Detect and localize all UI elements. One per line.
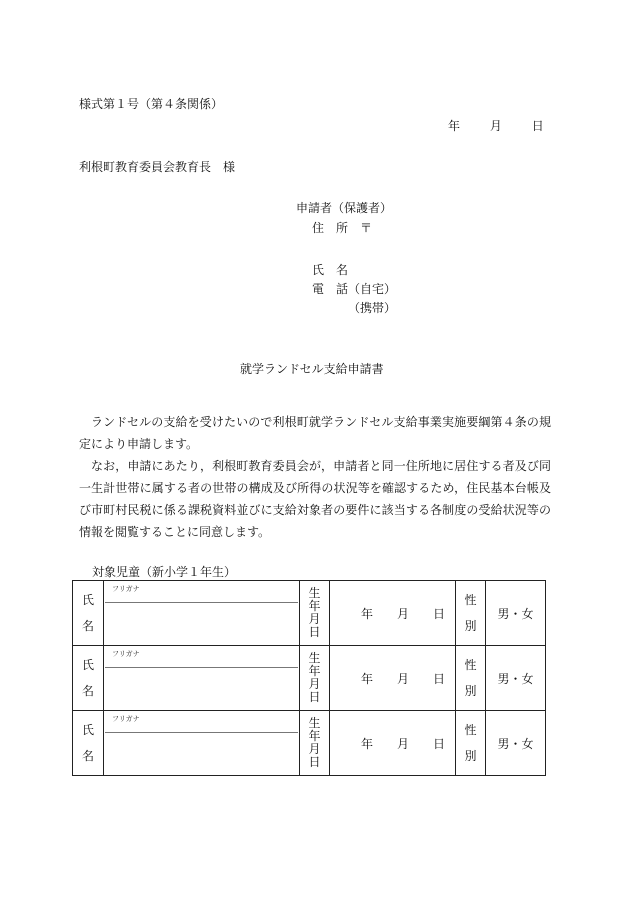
birth-date-label [300,581,330,646]
furigana-divider [105,667,298,668]
children-table [72,580,546,776]
birth-date-field[interactable] [330,711,456,776]
birth-char-3: 月 [308,612,321,626]
address-label: 住 所 [312,221,349,235]
sex-char-2: 別 [464,749,477,763]
sex-options[interactable]: 男・女 [486,646,546,711]
postal-mark: 〒 [360,221,373,235]
addressee: 利根町教育委員会教育長 様 [79,160,236,174]
body-paragraph-2: なお，申請にあたり，利根町教育委員会が，申請者と同一住所地に居住する者及び同一生計世帯に属する者の世帯の構成及び所得の状況等を確認するため，住民基本台帳及び市町村民税に係る課税資料並びに支給対象者の要件に該当する各制度の受給状況等の情報を閲覧することに同意します。 [79,459,551,539]
furigana-label: フリガナ [112,585,140,593]
child-name-label [73,711,104,776]
name-char-2: 名 [81,749,94,763]
child-name-label [73,646,104,711]
table-caption: 対象児童（新小学１年生） [92,565,237,579]
form-number: 様式第１号（第４条関係） [79,97,224,111]
child-row [73,581,546,646]
name-label: 氏 名 [312,263,349,277]
birth-char-2: 年 [308,664,321,678]
birth-month-label: 月 [396,736,409,751]
sex-label [456,711,486,776]
birth-char-3: 月 [308,677,321,691]
birth-char-1: 生 [308,716,321,730]
name-char-2: 名 [81,619,94,633]
phone-label: 電 話（自宅） [312,282,397,296]
header-year-label: 年 [448,119,461,133]
sex-options[interactable]: 男・女 [486,711,546,776]
sex-options[interactable]: 男・女 [486,581,546,646]
child-name-field[interactable] [104,711,300,776]
birth-char-1: 生 [308,586,321,600]
sex-char-2: 別 [464,684,477,698]
child-row [73,711,546,776]
birth-char-2: 年 [308,729,321,743]
birth-year-label: 年 [360,671,373,686]
furigana-label: フリガナ [112,715,140,723]
sex-char-1: 性 [464,593,477,607]
body-paragraph-1: ランドセルの支給を受けたいので利根町就学ランドセル支給事業実施要綱第４条の規定により申請します。 [79,415,551,451]
sex-label [456,646,486,711]
header-date [448,117,544,134]
birth-date-label [300,711,330,776]
name-char-1: 氏 [81,593,94,607]
birth-year-label: 年 [360,736,373,751]
document-title: 就学ランドセル支給申請書 [240,362,384,376]
birth-date-field[interactable] [330,646,456,711]
birth-char-1: 生 [308,651,321,665]
birth-char-4: 日 [308,690,321,704]
header-day-label: 日 [531,119,544,133]
birth-date-field[interactable] [330,581,456,646]
birth-day-label: 日 [432,736,445,751]
birth-year-label: 年 [360,606,373,621]
name-char-1: 氏 [81,658,94,672]
birth-char-4: 日 [308,625,321,639]
sex-label [456,581,486,646]
birth-day-label: 日 [432,671,445,686]
birth-char-2: 年 [308,599,321,613]
name-char-2: 名 [81,684,94,698]
birth-day-label: 日 [432,606,445,621]
mobile-label: （携帯） [348,301,397,315]
sex-char-1: 性 [464,658,477,672]
birth-month-label: 月 [396,671,409,686]
birth-char-4: 日 [308,755,321,769]
sex-char-2: 別 [464,619,477,633]
child-name-field[interactable] [104,581,300,646]
name-char-1: 氏 [81,723,94,737]
header-month-label: 月 [489,119,502,133]
furigana-divider [105,732,298,733]
birth-month-label: 月 [396,606,409,621]
child-name-label [73,581,104,646]
sex-char-1: 性 [464,723,477,737]
child-row [73,646,546,711]
furigana-divider [105,602,298,603]
applicant-heading: 申請者（保護者） [296,201,393,215]
furigana-label: フリガナ [112,650,140,658]
child-name-field[interactable] [104,646,300,711]
birth-char-3: 月 [308,742,321,756]
birth-date-label [300,646,330,711]
